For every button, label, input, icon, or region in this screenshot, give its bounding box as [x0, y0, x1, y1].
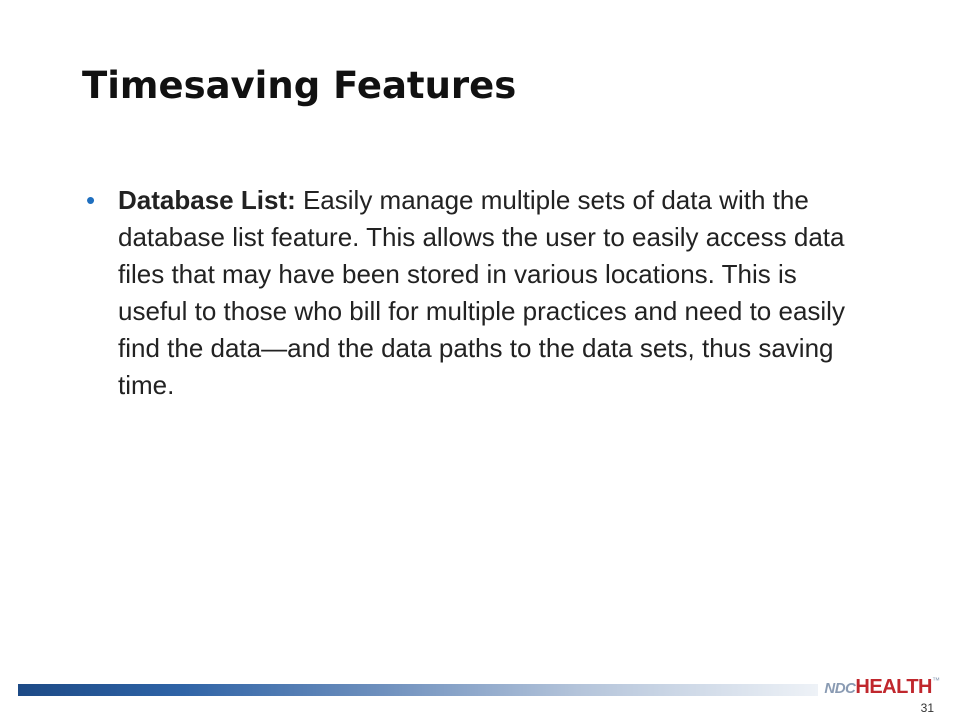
bullet-text	[118, 182, 868, 404]
bullet-lead: Database List:	[118, 185, 296, 215]
footer-gradient-bar	[18, 684, 818, 696]
logo-health: HEALTH	[855, 676, 932, 698]
logo-ndc: NDC	[824, 680, 856, 697]
bullet-body: Easily manage multiple sets of data with the database list feature. This allows the user to easily access data files that may have been stored in various locations. This is useful to those who bill for multiple practices and need to easily find the data—and the data paths to the data sets, thus saving time.	[118, 185, 845, 400]
slide-title: Timesaving Features	[82, 64, 517, 107]
ndc-health-logo	[824, 676, 940, 699]
page-number: 31	[920, 701, 934, 715]
bullet-icon: •	[86, 185, 96, 215]
logo-trademark: ™	[932, 676, 940, 685]
